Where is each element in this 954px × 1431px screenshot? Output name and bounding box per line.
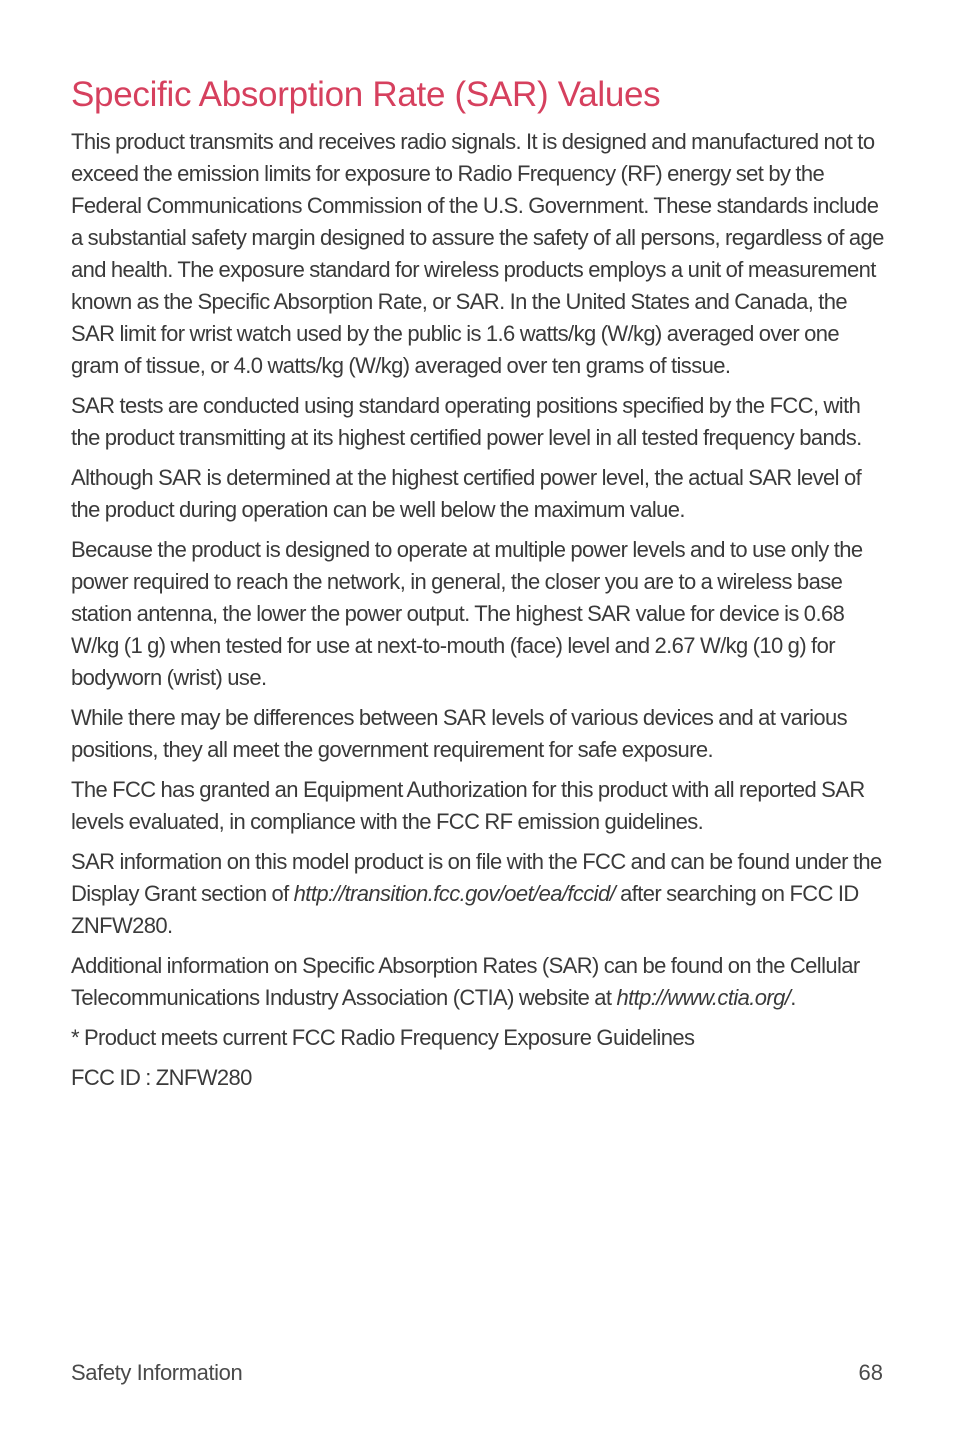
paragraph-fcc-authorization: The FCC has granted an Equipment Authorization for this product with all reported SAR levels evaluated, in compliance with the FCC RF emission guidelines. xyxy=(71,777,865,834)
paragraph-sar-actual-level: Although SAR is determined at the highest certified power level, the actual SAR level of the product during operation can be well below the maximum value. xyxy=(71,465,862,522)
ctia-info-text-after: . xyxy=(790,985,796,1010)
ctia-info-text-before: Additional information on Specific Absorption Rates (SAR) can be found on the Cellular Telecommunications Industry Association (CTIA) website at xyxy=(71,953,860,1010)
paragraph-sar-tests: SAR tests are conducted using standard operating positions specified by the FCC, with the product transmitting at its highest certified power level in all tested frequency bands. xyxy=(71,393,862,450)
paragraph-fcc-id: FCC ID : ZNFW280 xyxy=(71,1065,252,1090)
footer-page-number: 68 xyxy=(858,1360,883,1385)
page-content xyxy=(71,72,886,1102)
paragraph-sar-differences: While there may be differences between SAR levels of various devices and at various positions, they all meet the government requirement for safe exposure. xyxy=(71,705,848,762)
paragraph-sar-overview: This product transmits and receives radio signals. It is designed and manufactured not to exceed the emission limits for exposure to Radio Frequency (RF) energy set by the Federal Communications Commission of the U.S. Government. These standards include a substantial safety margin designed to assure the safety of all persons, regardless of age and health. The exposure standard for wireless products employs a unit of measurement known as the Specific Absorption Rate, or SAR. In the United States and Canada, the SAR limit for wrist watch used by the public is 1.6 watts/kg (W/kg) averaged over one gram of tissue, or 4.0 watts/kg (W/kg) averaged over ten grams of tissue. xyxy=(71,129,884,378)
paragraph-fcc-guidelines-note: * Product meets current FCC Radio Frequency Exposure Guidelines xyxy=(71,1025,695,1050)
fcc-info-text-after: after searching on FCC ID ZNFW280. xyxy=(71,881,859,938)
paragraph-ctia-info xyxy=(71,950,886,1014)
paragraph-sar-highest-values: Because the product is designed to operate at multiple power levels and to use only the power required to reach the network, in general, the closer you are to a wireless base station antenna, the lower the power output. The highest SAR value for device is 0.68 W/kg (1 g) when tested for use at next-to-mouth (face) level and 2.67 W/kg (10 g) for bodyworn (wrist) use. xyxy=(71,537,863,690)
paragraph-fcc-file-info xyxy=(71,846,886,942)
footer-section-label: Safety Information xyxy=(71,1360,243,1385)
fcc-grant-link[interactable]: http://transition.fcc.gov/oet/ea/fccid/ xyxy=(293,881,616,906)
fcc-info-text-before: SAR information on this model product is on file with the FCC and can be found under the Display Grant section of xyxy=(71,849,882,906)
page-title: Specific Absorption Rate (SAR) Values xyxy=(71,75,661,114)
ctia-website-link[interactable]: http://www.ctia.org/ xyxy=(616,985,791,1010)
